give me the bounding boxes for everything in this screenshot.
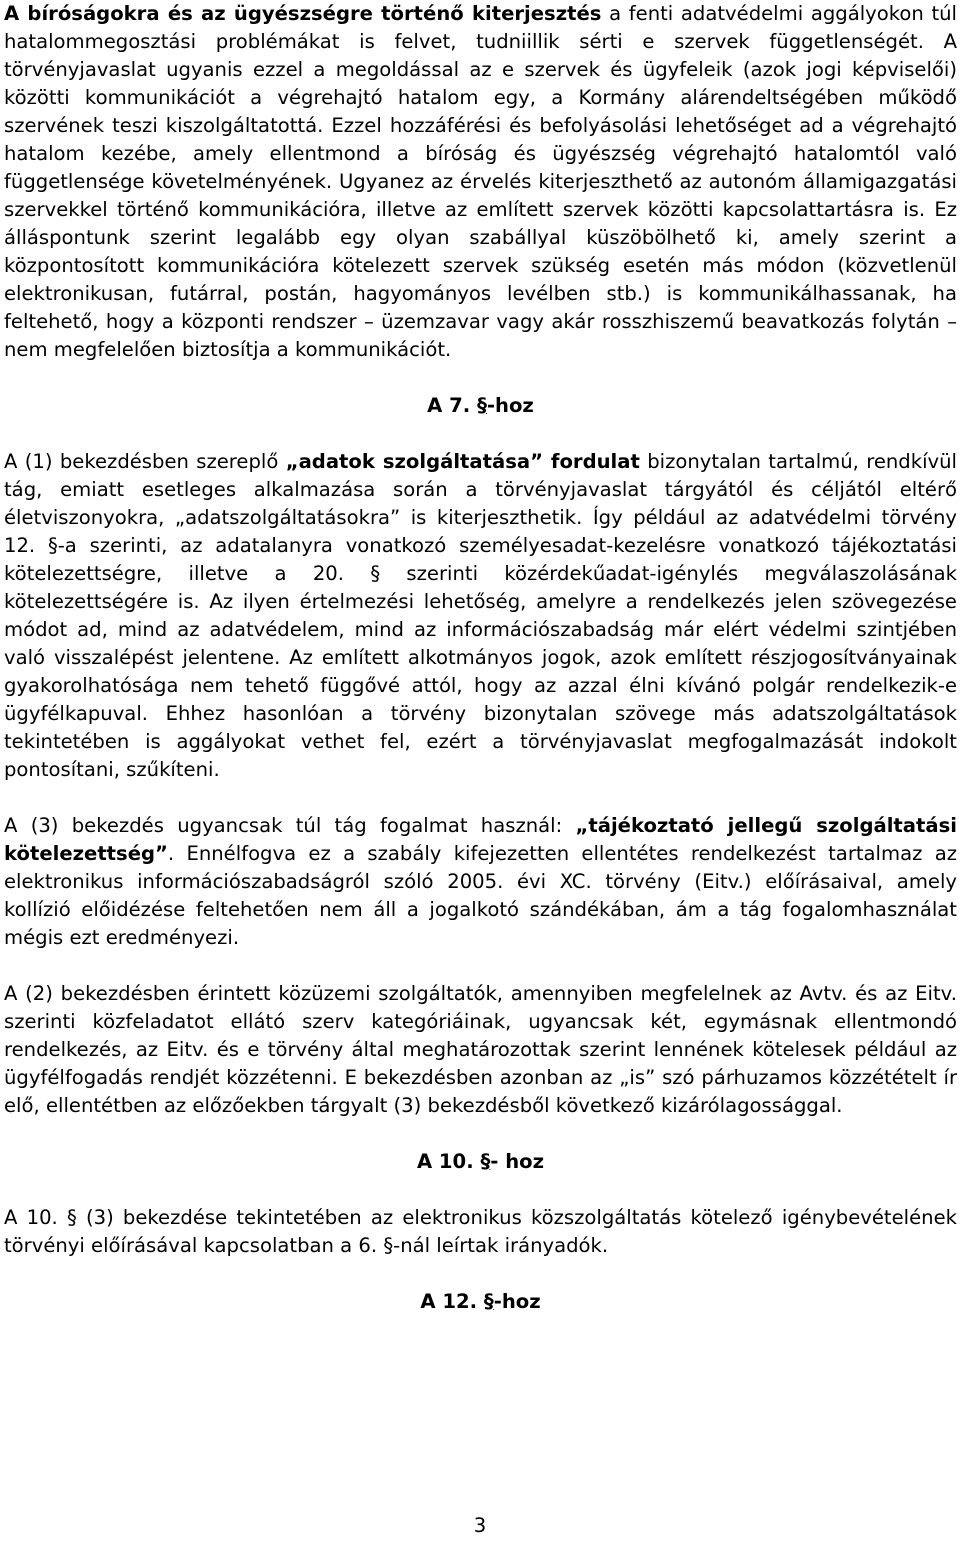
section-sign: §: [477, 394, 487, 417]
paragraph-text: bizonytalan tartalmú, rendkívül tág, emiatt esetleges alkalmazása során a törvényjavaslat tárgyától és céljától eltérő életviszonyokra, „adatszolgáltatásokra” is kiterjeszthetik. Így például az adatvédelmi törvény 12. §-a szerinti, az adatalanyra vonatkozó személyesadat-kezelésre vonatkozó tájékoztatási kötelezettségre, illetve a 20. § szerinti közérdekűadat-igénylés megválaszolásának kötelezettségére is. Az ilyen értelmezési lehetőség, amelyre a rendelkezés jelen szövegezése módot ad, mind az adatvédelem, mind az információszabadság már elért védelmi szintjében való visszalépést jelentene. Az említett alkotmányos jogok, azok említett részjogosítványainak gyakorolhatósága nem tehető függővé attól, hogy az azzal élni kívánó polgár rendelkezik-e ügyfélkapuval. Ehhez hasonlóan a törvény bizonytalan szövege más adatszolgáltatások tekintetében is aggályokat vethet fel, ezért a törvényjavaslat megfogalmazását indokolt pontosítani, szűkíteni.: [4, 450, 957, 781]
bold-phrase: „adatok szolgáltatása” fordulat: [285, 450, 640, 473]
section-heading-12: [4, 1288, 957, 1316]
spacer: [4, 1260, 957, 1288]
heading-prefix: A 12.: [420, 1290, 484, 1313]
section-heading-10: [4, 1148, 957, 1176]
paragraph-section-10: [4, 1204, 957, 1260]
paragraph-text: A (2) bekezdésben érintett közüzemi szolgáltatók, amennyiben megfelelnek az Avtv. és az Eitv. szerinti közfeladatot ellátó szerv kategóriáinak, ugyancsak két, egymásnak ellentmondó rendelkezés, az Eitv. és e törvény által meghatározottak szerint lennének kötelesek például az ügyfélfogadás rendjét közzétenni. E bekezdésben azonban az „is” szó párhuzamos közzétételt ír elő, ellentétben az előzőekben tárgyalt (3) bekezdésből következő kizárólagossággal.: [4, 982, 957, 1117]
document-page: [4, 0, 957, 1316]
bold-phrase: „tájékoztató jellegű szolgáltatási kötelezettség”: [4, 814, 957, 865]
paragraph-text: A 10. § (3) bekezdése tekintetében az elektronikus közszolgáltatás kötelező igénybevételének törvényi előírásával kapcsolatban a 6. §-nál leírtak irányadók.: [4, 1206, 957, 1257]
spacer: [4, 784, 957, 812]
section-sign: §: [483, 1290, 494, 1313]
section-sign: §: [480, 1150, 491, 1173]
heading-suffix: -hoz: [486, 394, 534, 417]
paragraph-text: A (3) bekezdés ugyancsak túl tág fogalmat használ:: [4, 814, 576, 837]
page-number: 3: [473, 1514, 487, 1537]
paragraph-public-utilities: [4, 980, 957, 1120]
paragraph-text: a fenti adatvédelmi aggályokon túl hatalommegosztási problémákat is felvet, tudniillik sérti e szervek függetlenségét. A törvényjavaslat ugyanis ezzel a megoldással az e szervek és ügyfeleik (azok jogi képviselői) közötti kommunikációt a végrehajtó hatalom egy, a Kormány alárendeltségében működő szervének teszi kiszolgáltatottá. Ezzel hozzáférési és befolyásolási lehetőséget ad a végrehajtó hatalom kezébe, amely ellentmond a bíróság és ügyészség végrehajtó hatalomtól való függetlensége követelményének. Ugyanez az érvelés kiterjeszthető az autonóm államigazgatási szervekkel történő kommunikációra, illetve az említett szervek közötti kapcsolattartásra is. Ez álláspontunk szerint legalább egy olyan szabállyal küszöbölhető ki, amely szerint a központosított kommunikációra kötelezett szervek szükség esetén más módon (közvetlenül elektronikusan, futárral, postán, hagyományos levélben stb.) is kommunikálhassanak, ha feltehető, hogy a központi rendszer – üzemzavar vagy akár rosszhiszemű beavatkozás folytán – nem megfelelően biztosítja a kommunikációt.: [4, 2, 957, 361]
heading-prefix: A 10.: [416, 1150, 481, 1173]
paragraph-data-services: [4, 448, 957, 784]
paragraph-information-obligation: [4, 812, 957, 952]
heading-suffix: - hoz: [490, 1150, 545, 1173]
section-heading-7: [4, 392, 957, 420]
paragraph-courts-prosecution: [4, 0, 957, 364]
spacer: [4, 1120, 957, 1148]
heading-suffix: -hoz: [493, 1290, 541, 1313]
heading-prefix: A 7.: [427, 394, 478, 417]
spacer: [4, 420, 957, 448]
bold-lead-text: A bíróságokra és az ügyészségre történő kiterjesztés: [4, 2, 602, 25]
spacer: [4, 952, 957, 980]
paragraph-text: A (1) bekezdésben szereplő: [4, 450, 286, 473]
paragraph-text: . Ennélfogva ez a szabály kifejezetten ellentétes rendelkezést tartalmaz az elektronikus információszabadságról szóló 2005. évi XC. törvény (Eitv.) előírásaival, amely kollízió előidézése feltehetően nem áll a jogalkotó szándékában, ám a tág fogalomhasználat mégis ezt eredményezi.: [4, 842, 957, 949]
spacer: [4, 1176, 957, 1204]
spacer: [4, 364, 957, 392]
